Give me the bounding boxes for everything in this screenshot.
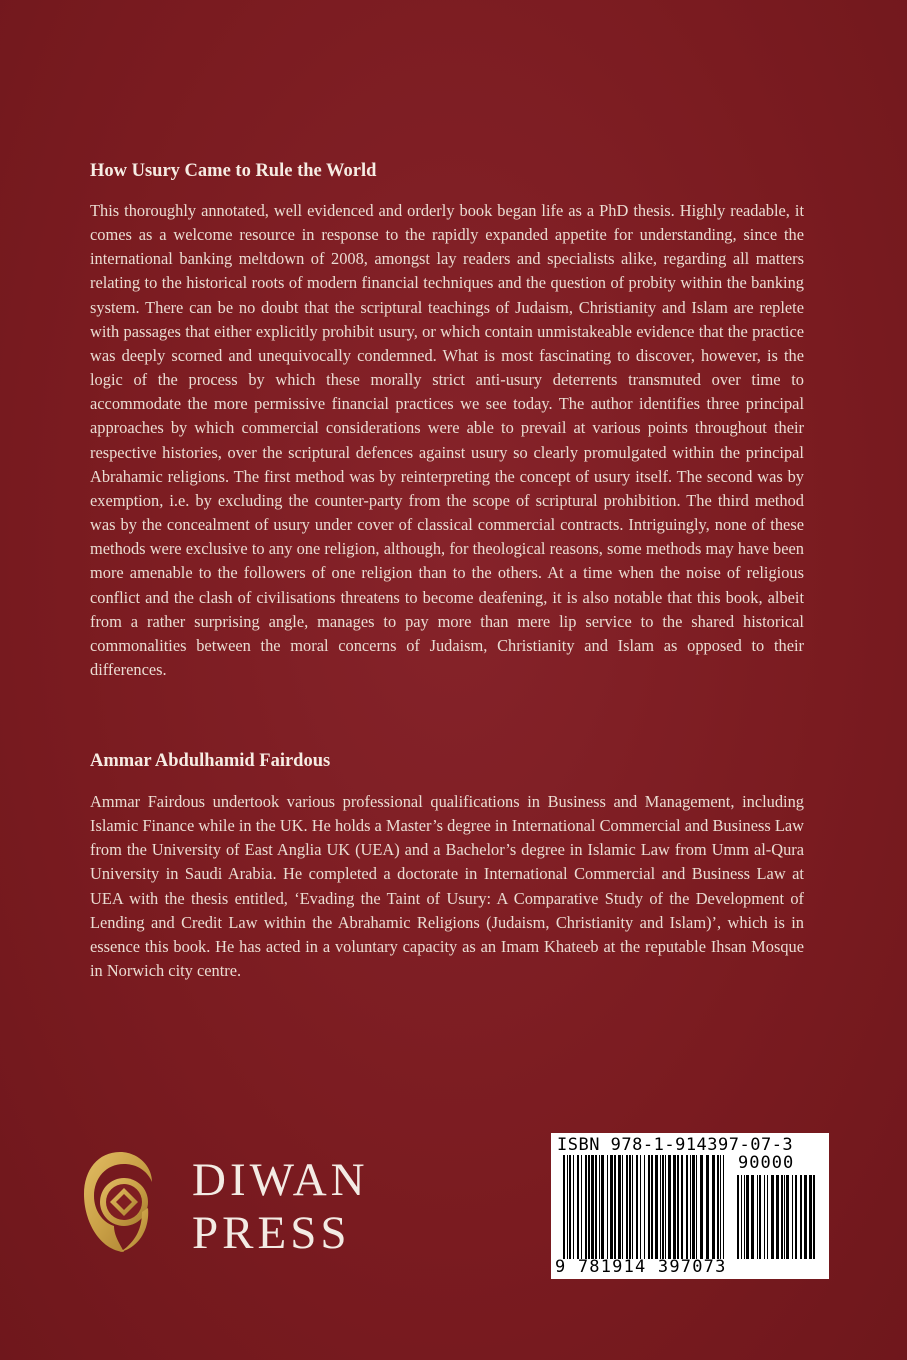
barcode-bar <box>569 1155 571 1259</box>
barcode-bar <box>655 1155 658 1259</box>
barcode-bar <box>706 1155 709 1259</box>
barcode-bar <box>712 1155 715 1259</box>
publisher-name-line1: DIWAN <box>192 1154 369 1206</box>
ean-barcode-bars <box>563 1155 727 1259</box>
barcode-bar <box>648 1155 650 1259</box>
barcode-bar <box>626 1155 628 1259</box>
barcode-bar <box>784 1175 785 1259</box>
barcode-bar <box>577 1155 579 1259</box>
barcode-bar <box>767 1175 768 1259</box>
barcode-bar <box>690 1155 691 1259</box>
isbn-barcode <box>551 1133 829 1279</box>
barcode-bar <box>640 1155 641 1259</box>
barcode-bar <box>692 1155 695 1259</box>
barcode-bar <box>757 1175 758 1259</box>
barcode-bar <box>804 1175 807 1259</box>
barcode-bar <box>800 1175 802 1259</box>
barcode-bar <box>622 1155 623 1259</box>
barcode-bar <box>607 1155 608 1259</box>
barcode-bar <box>636 1155 638 1259</box>
barcode-bar <box>681 1155 683 1259</box>
barcode-bar <box>573 1155 574 1259</box>
author-name-heading: Ammar Abdulhamid Fairdous <box>90 751 331 771</box>
barcode-bar <box>686 1155 688 1259</box>
barcode-bar <box>644 1155 645 1259</box>
barcode-bar <box>591 1155 594 1259</box>
ean-number: 9 781914 397073 <box>555 1257 727 1277</box>
price-code: 90000 <box>738 1153 795 1173</box>
barcode-bar <box>588 1155 590 1259</box>
barcode-bar <box>668 1155 671 1259</box>
barcode-bar <box>759 1175 761 1259</box>
isbn-label: ISBN 978-1-914397-07-3 <box>557 1135 794 1155</box>
barcode-bar <box>614 1155 616 1259</box>
barcode-bar <box>601 1155 604 1259</box>
barcode-bar <box>813 1175 815 1259</box>
book-title-heading: How Usury Came to Rule the World <box>90 161 377 181</box>
barcode-bar <box>629 1155 631 1259</box>
barcode-bar <box>595 1155 597 1259</box>
barcode-bar <box>795 1175 797 1259</box>
barcode-bar <box>673 1155 676 1259</box>
barcode-bar <box>723 1155 724 1259</box>
author-bio: Ammar Fairdous undertook various professional qualifications in Business and Management, including Islamic Finance while in the UK. He holds a Master’s degree in International Commercial and Business Law from the University of East Anglia UK (UEA) and a Bachelor’s degree in Islamic Law from Umm al-Qura University in Saudi Arabia. He completed a doctorate in International Commercial and Business Law at UEA with the thesis entitled, ‘Evading the Taint of Usury: A Comparative Study of the Development of Lending and Credit Law within the Abrahamic Religions (Judaism, Christianity and Islam)’, which is in essence this book. He has acted in a voluntary capacity as an Imam Khateeb at the reputable Ihsan Mosque in Norwich city centre. <box>90 792 804 981</box>
barcode-bar <box>744 1175 745 1259</box>
barcode-bar <box>610 1155 613 1259</box>
barcode-bar <box>651 1155 653 1259</box>
barcode-bar <box>632 1155 633 1259</box>
barcode-bar <box>781 1175 783 1259</box>
barcode-bar <box>618 1155 621 1259</box>
barcode-bar <box>581 1155 582 1259</box>
barcode-bar <box>786 1175 789 1259</box>
barcode-bar <box>563 1155 565 1259</box>
barcode-bar <box>677 1155 679 1259</box>
barcode-bar <box>720 1155 721 1259</box>
book-description: This thoroughly annotated, well evidenced and orderly book began life as a PhD thesis. Highly readable, it comes as a welcome resource in response to the rapidly expanded appetite for understanding, since the international banking meltdown of 2008, amongst lay readers and specialists alike, regarding all matters relating to the historical roots of modern financial techniques and the question of probity within the banking system. There can be no doubt that the scriptural teachings of Judaism, Christianity and Islam are replete with passages that either explicitly prohibit usury, or which contain unmistakeable evidence that the practice was deeply scorned and unequivocally condemned. What is most fascinating to discover, however, is the logic of the process by which these morally strict anti-usury deterrents transmuted over time to accommodate the more permissive financial practices we see today. The author identifies three principal approaches by which commercial considerations were able to prevail at various points throughout their respective histories, over the scriptural defences against usury so clearly promulgated within the principal Abrahamic religions. The first method was by reinterpreting the concept of usury itself. The second was by exemption, i.e. by excluding the counter-party from the scope of scriptural prohibition. The third method was by the concealment of usury under cover of classical commercial contracts. Intriguingly, none of these methods were exclusive to any one religion, although, for theological reasons, some methods may have been more amenable to the followers of one religion than to the others. At a time when the noise of religious conflict and the clash of civilisations threatens to become deafening, it is also notable that this book, albeit from a rather surprising angle, manages to pay more than mere lip service to the shared historical commonalities between the moral concerns of Judaism, Christianity and Islam as opposed to their differences. <box>90 201 804 679</box>
barcode-bar <box>696 1155 697 1259</box>
barcode-bar <box>771 1175 774 1259</box>
barcode-bar <box>567 1155 568 1259</box>
barcode-bar <box>599 1155 600 1259</box>
barcode-bar <box>792 1175 793 1259</box>
barcode-bar <box>662 1155 664 1259</box>
barcode-bar <box>809 1175 812 1259</box>
barcode-bar <box>746 1175 749 1259</box>
publisher-name-line2: PRESS <box>192 1207 351 1259</box>
barcode-bar <box>741 1175 742 1259</box>
barcode-bar <box>717 1155 719 1259</box>
barcode-bar <box>700 1155 703 1259</box>
addon-barcode-bars <box>737 1175 817 1259</box>
diwan-press-logo-icon <box>80 1150 160 1254</box>
barcode-bar <box>776 1175 779 1259</box>
barcode-bar <box>751 1175 754 1259</box>
barcode-bar <box>665 1155 666 1259</box>
barcode-bar <box>764 1175 765 1259</box>
barcode-bar <box>585 1155 587 1259</box>
barcode-bar <box>660 1155 661 1259</box>
barcode-bar <box>737 1175 739 1259</box>
